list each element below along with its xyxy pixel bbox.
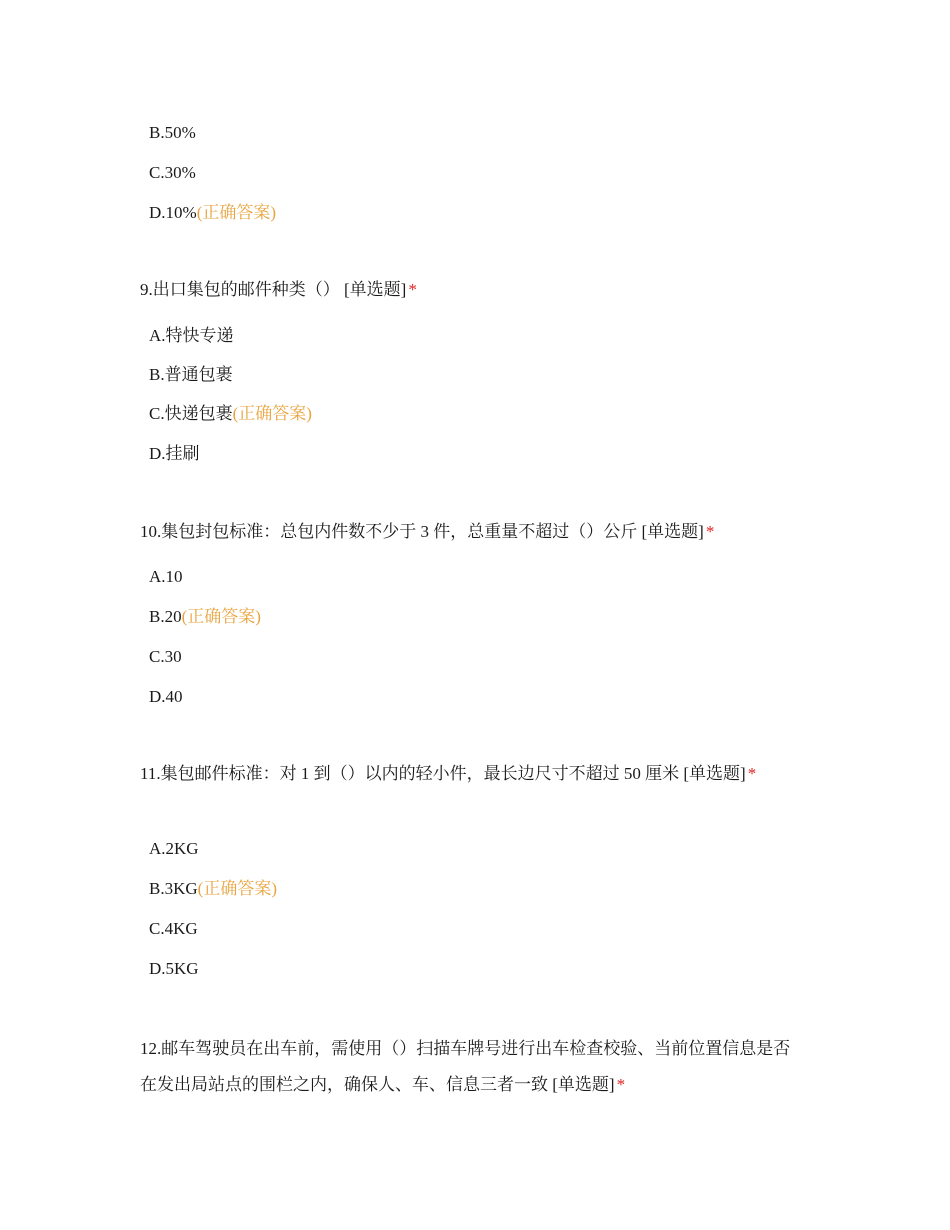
option: D.挂刷 [149, 444, 200, 463]
question-title: 12.邮车驾驶员在出车前，需使用（）扫描车牌号进行出车检查校验、当前位置信息是否在发出局站点的围栏之内，确保人、车、信息三者一致 [单选题] * [140, 1039, 791, 1094]
option: B.普通包裹 [149, 365, 233, 384]
option: B.50% [149, 123, 196, 142]
option: B.3KG(正确答案) [149, 879, 277, 898]
question-title: 9.出口集包的邮件种类（） [单选题] * [140, 280, 417, 299]
option: A.2KG [149, 839, 199, 858]
correct-answer-tag: (正确答案) [196, 203, 277, 222]
option: D.10%(正确答案) [149, 203, 277, 222]
option: A.10 [149, 567, 183, 586]
required-marker: * [408, 280, 417, 299]
question-title: 11.集包邮件标准：对 1 到（）以内的轻小件，最长边尺寸不超过 50 厘米 [单选题] * [140, 764, 757, 783]
option: C.快递包裹(正确答案) [149, 404, 312, 423]
option: B.20(正确答案) [149, 607, 261, 626]
option: C.4KG [149, 919, 198, 938]
option: A.特快专递 [149, 326, 234, 345]
option: D.5KG [149, 959, 199, 978]
required-marker: * [616, 1075, 626, 1094]
correct-answer-tag: (正确答案) [197, 879, 277, 898]
question-title: 10.集包封包标准：总包内件数不少于 3 件，总重量不超过（）公斤 [单选题] * [140, 522, 715, 541]
correct-answer-tag: (正确答案) [232, 404, 312, 423]
required-marker: * [705, 522, 715, 541]
required-marker: * [747, 764, 757, 783]
correct-answer-tag: (正确答案) [181, 607, 261, 626]
option: C.30% [149, 163, 196, 182]
option: D.40 [149, 687, 183, 706]
option: C.30 [149, 647, 182, 666]
